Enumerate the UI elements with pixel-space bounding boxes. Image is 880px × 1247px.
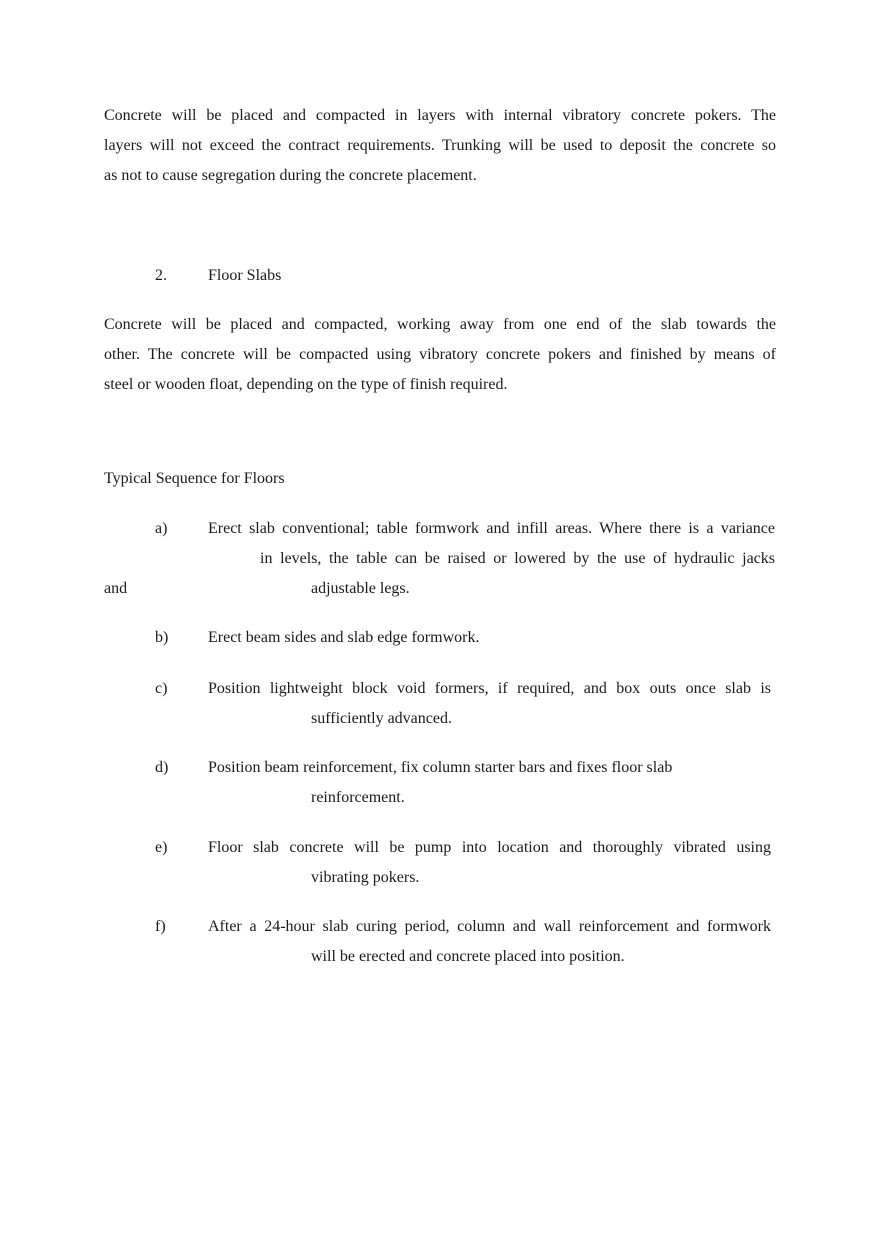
list-item-text: and <box>104 580 128 597</box>
paragraph-line: as not to cause segregation during the concrete placement. <box>104 167 477 184</box>
list-item-text: Floor slab concrete will be pump into location and thoroughly vibrated using <box>208 839 771 856</box>
list-item-text: in levels, the table can be raised or lowered by the use of hydraulic jacks <box>260 550 775 567</box>
list-item-text: After a 24-hour slab curing period, column and wall reinforcement and formwork <box>208 918 771 935</box>
list-item-text: Position lightweight block void formers, if required, and box outs once slab is <box>208 680 771 697</box>
list-item-text: adjustable legs. <box>311 580 410 597</box>
sequence-title: Typical Sequence for Floors <box>104 470 285 487</box>
list-marker: f) <box>155 918 166 935</box>
paragraph-line: other. The concrete will be compacted using vibratory concrete pokers and finished by means of <box>104 346 776 363</box>
paragraph-line: Concrete will be placed and compacted in layers with internal vibratory concrete pokers. The <box>104 107 776 124</box>
list-item-text: Position beam reinforcement, fix column starter bars and fixes floor slab <box>208 759 673 776</box>
paragraph-line: layers will not exceed the contract requirements. Trunking will be used to deposit the concrete so <box>104 137 776 154</box>
list-marker: a) <box>155 520 168 537</box>
list-item-text: reinforcement. <box>311 789 405 806</box>
list-item-text: Erect beam sides and slab edge formwork. <box>208 629 480 646</box>
list-item-text: will be erected and concrete placed into position. <box>311 948 625 965</box>
list-item-text: vibrating pokers. <box>311 869 420 886</box>
list-item-text: sufficiently advanced. <box>311 710 452 727</box>
heading-title: Floor Slabs <box>208 267 282 284</box>
list-marker: c) <box>155 680 168 697</box>
list-marker: d) <box>155 759 169 776</box>
list-marker: e) <box>155 839 168 856</box>
paragraph-line: steel or wooden float, depending on the type of finish required. <box>104 376 508 393</box>
list-item-text: Erect slab conventional; table formwork and infill areas. Where there is a variance <box>208 520 775 537</box>
heading-number: 2. <box>155 267 167 284</box>
list-marker: b) <box>155 629 169 646</box>
paragraph-line: Concrete will be placed and compacted, working away from one end of the slab towards the <box>104 316 776 333</box>
